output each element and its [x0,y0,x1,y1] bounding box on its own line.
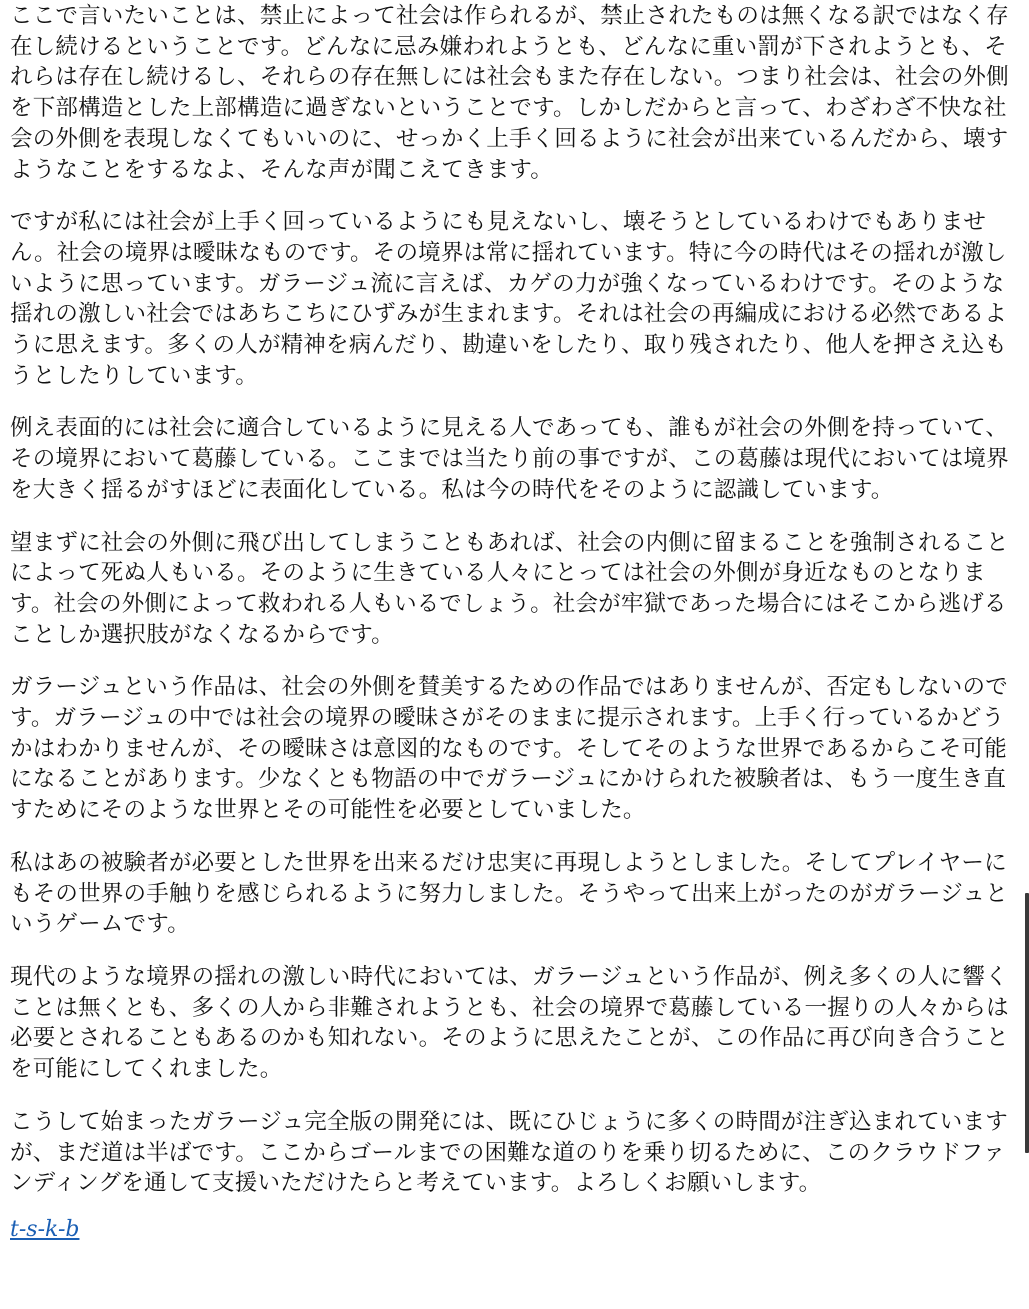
scrollbar[interactable] [1025,0,1029,1309]
paragraph: ですが私には社会が上手く回っているようにも見えないし、壊そうとしているわけでもありません。社会の境界は曖昧なものです。その境界は常に揺れています。特に今の時代はその揺れが激しいように思っています。ガラージュ流に言えば、カゲの力が強くなっているわけです。そのような揺れの激しい社会ではあちこちにひずみが生まれます。それは社会の再編成における必然であるように思えます。多くの人が精神を病んだり、勘違いをしたり、取り残されたり、他人を押さえ込もうとしたりしています。 [10,209,1008,389]
paragraph: 望まずに社会の外側に飛び出してしまうこともあれば、社会の内側に留まることを強制されることによって死ぬ人もいる。そのように生きている人々にとっては社会の外側が身近なものとなります。社会の外側によって救われる人もいるでしょう。社会が牢獄であった場合にはそこから逃げることしか選択肢がなくなるからです。 [10,529,1009,648]
paragraph: ここで言いたいことは、禁止によって社会は作られるが、禁止されたものは無くなる訳ではなく存在し続けるということです。どんなに忌み嫌われようとも、どんなに重い罰が下されようとも、それらは存在し続けるし、それらの存在無しには社会もまた存在しない。つまり社会は、社会の外側を下部構造とした上部構造に過ぎないということです。しかしだからと言って、わざわざ不快な社会の外側を表現しなくてもいいのに、せっかく上手く回るように社会が出来ているんだから、壊すようなことをするなよ、そんな声が聞こえてきます。 [10,3,1009,183]
paragraph: 現代のような境界の揺れの激しい時代においては、ガラージュという作品が、例え多くの人に響くことは無くとも、多くの人から非難されようとも、社会の境界で葛藤している一握りの人々からは必要とされることもあるのかも知れない。そのように思えたことが、この作品に再び向き合うことを可能にしてくれました。 [10,963,1009,1083]
article-body [10,1,1019,1244]
paragraph: 私はあの被験者が必要とした世界を出来るだけ忠実に再現しようとしました。そしてプレイヤーにもその世界の手触りを感じられるように努力しました。そうやって出来上がったのがガラージュというゲームです。 [10,849,1008,938]
scrollbar-thumb[interactable] [1025,893,1029,1153]
paragraph: こうして始まったガラージュ完全版の開発には、既にひじょうに多くの時間が注ぎ込まれていますが、まだ道は半ばです。ここからゴールまでの困難な道のりを乗り切るために、このクラウドファンディングを通して支援いただけたらと考えています。よろしくお願いします。 [10,1108,1008,1197]
author-signature-link[interactable]: t-s-k-b [10,1216,80,1242]
paragraph: ガラージュという作品は、社会の外側を賛美するための作品ではありませんが、否定もしないのです。ガラージュの中では社会の境界の曖昧さがそのままに提示されます。上手く行っているかどうかはわかりませんが、その曖昧さは意図的なものです。そしてそのような世界であるからこそ可能になることがあります。少なくとも物語の中でガラージュにかけられた被験者は、もう一度生き直すためにそのような世界とその可能性を必要としていました。 [10,674,1008,824]
paragraph: 例え表面的には社会に適合しているように見える人であっても、誰もが社会の外側を持っていて、その境界において葛藤している。ここまでは当たり前の事ですが、この葛藤は現代においては境界を大きく揺るがすほどに表面化している。私は今の時代をそのように認識しています。 [10,415,1009,503]
